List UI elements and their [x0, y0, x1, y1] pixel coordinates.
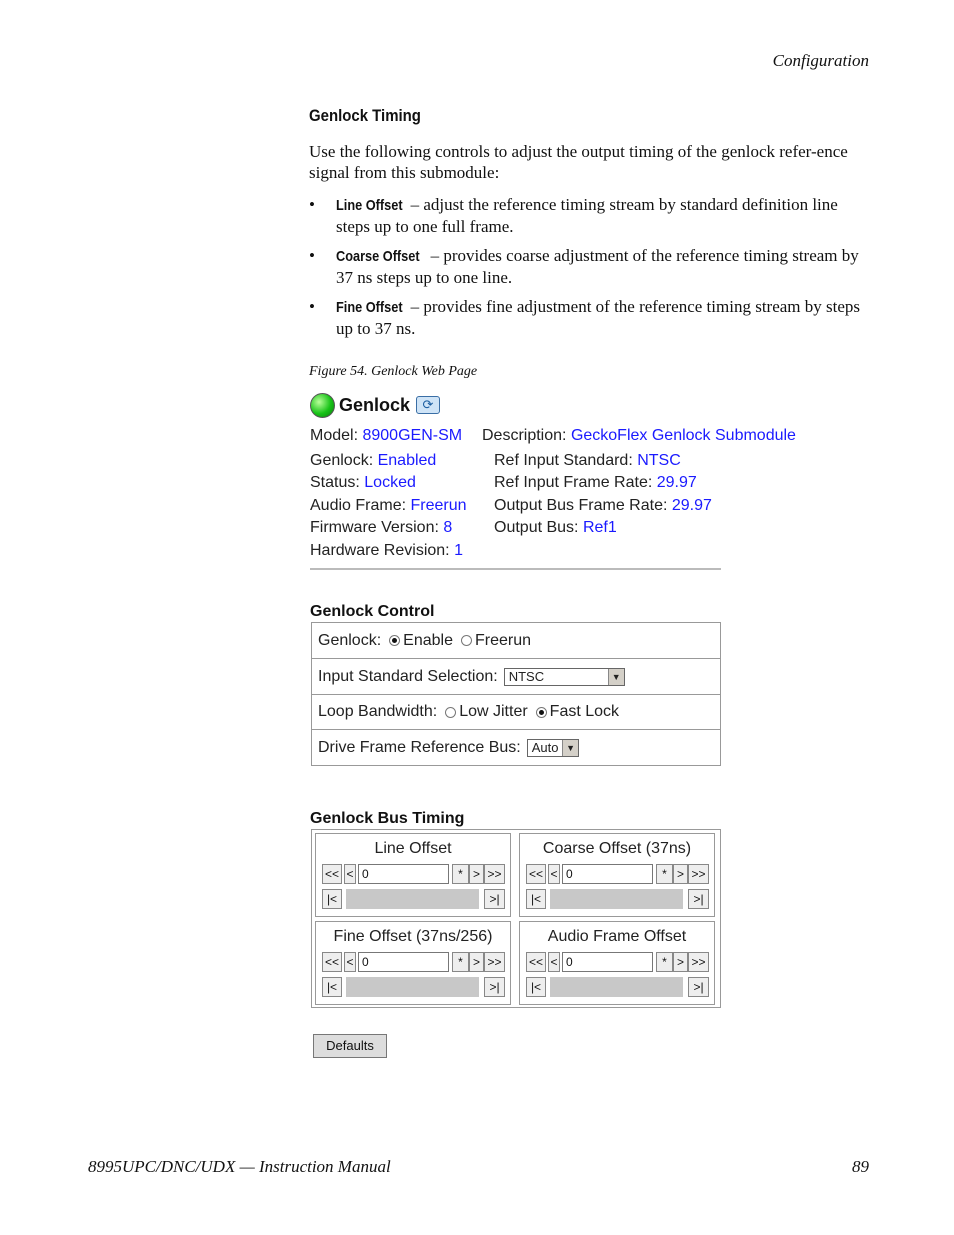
- slider-track[interactable]: [346, 889, 479, 909]
- radio-enable[interactable]: [389, 635, 400, 646]
- drive-frame-select[interactable]: Auto ▼: [527, 739, 579, 757]
- info-audio-frame: Audio Frame: Freerun: [310, 496, 467, 514]
- timing-cell-fine-offset: [315, 921, 511, 1005]
- step-forward-button[interactable]: >: [469, 864, 484, 884]
- row-drive-frame-ref: [312, 729, 720, 765]
- step-back-button[interactable]: <: [344, 952, 356, 972]
- bullet-line-offset: • Line Offset – adjust the reference timing stream by standard definition line steps up to one full frame.: [309, 195, 838, 236]
- info-firmware: Firmware Version: 8: [310, 519, 453, 536]
- fast-back-button[interactable]: <<: [322, 952, 342, 972]
- step-forward-button[interactable]: >: [673, 952, 688, 972]
- fast-back-button[interactable]: <<: [526, 952, 546, 972]
- info-ref-frame-rate: Ref Input Frame Rate: 29.97: [494, 474, 697, 491]
- drive-frame-label: Drive Frame Reference Bus:: [318, 738, 521, 756]
- timing-cell-title: Coarse Offset (37ns): [542, 840, 692, 857]
- timing-cell-audio-frame-offset: [519, 921, 715, 1005]
- jump-max-button[interactable]: >|: [484, 977, 505, 997]
- slider-track[interactable]: [550, 977, 683, 997]
- fast-forward-button[interactable]: >>: [688, 864, 709, 884]
- fast-lock-label: Fast Lock: [549, 703, 620, 720]
- chevron-down-icon: ▼: [608, 669, 624, 685]
- loop-bandwidth-label: Loop Bandwidth:: [318, 703, 438, 720]
- info-output-bus: Output Bus: Ref1: [494, 519, 617, 536]
- offset-value-input[interactable]: 0: [562, 864, 653, 884]
- slider-track[interactable]: [550, 889, 683, 909]
- footer-manual-title: 8995UPC/DNC/UDX — Instruction Manual: [88, 1157, 391, 1176]
- web-page-title: Genlock: [339, 395, 411, 415]
- set-zero-button[interactable]: *: [656, 952, 673, 972]
- bullet-term: Line Offset: [336, 197, 403, 214]
- offset-value-input[interactable]: 0: [358, 952, 449, 972]
- info-output-frame-rate: Output Bus Frame Rate: 29.97: [494, 496, 712, 514]
- set-zero-button[interactable]: *: [452, 952, 469, 972]
- fast-back-button[interactable]: <<: [526, 864, 546, 884]
- info-genlock: Genlock: Enabled: [310, 451, 437, 469]
- genlock-control-table: [311, 622, 721, 766]
- bus-timing-table: [311, 829, 721, 1008]
- radio-low-jitter[interactable]: [445, 707, 456, 718]
- running-header: Configuration: [772, 51, 869, 70]
- set-zero-button[interactable]: *: [656, 864, 673, 884]
- timing-cell-line-offset: [315, 833, 511, 917]
- bullet-term: Fine Offset: [336, 299, 403, 316]
- radio-fast-lock[interactable]: [536, 707, 547, 718]
- page-number: 89: [852, 1157, 869, 1176]
- step-forward-button[interactable]: >: [469, 952, 484, 972]
- info-ref-standard: Ref Input Standard: NTSC: [494, 451, 681, 469]
- timing-cell-title: Audio Frame Offset: [547, 928, 687, 945]
- info-right: [494, 450, 712, 540]
- fast-forward-button[interactable]: >>: [484, 864, 505, 884]
- info-status: Status: Locked: [310, 474, 416, 491]
- bullet-coarse-offset: • Coarse Offset – provides coarse adjustment of the reference timing stream by 37 ns steps up to one line.: [309, 246, 859, 287]
- freerun-label: Freerun: [474, 631, 531, 649]
- defaults-button[interactable]: Defaults: [313, 1034, 387, 1058]
- low-jitter-label: Low Jitter: [459, 703, 528, 720]
- jump-min-button[interactable]: |<: [322, 889, 342, 909]
- genlock-control-heading: Genlock Control: [310, 603, 435, 620]
- set-zero-button[interactable]: *: [452, 864, 469, 884]
- timing-cell-coarse-offset: [519, 833, 715, 917]
- step-back-button[interactable]: <: [344, 864, 356, 884]
- slider-track[interactable]: [346, 977, 479, 997]
- fast-forward-button[interactable]: >>: [688, 952, 709, 972]
- section-title: Genlock Timing: [309, 106, 421, 125]
- info-left: [310, 425, 467, 562]
- bullet-fine-offset: • Fine Offset – provides fine adjustment of the reference timing stream by steps up to 37 ns.: [309, 297, 861, 338]
- genlock-label: Genlock:: [318, 631, 382, 649]
- status-led-icon: [310, 393, 335, 418]
- input-standard-select[interactable]: NTSC ▼: [504, 668, 625, 686]
- bullet-text: – provides fine adjustment of the reference timing stream by steps up to 37 ns.: [336, 297, 861, 338]
- jump-min-button[interactable]: |<: [526, 977, 546, 997]
- input-standard-label: Input Standard Selection:: [318, 667, 498, 685]
- timing-cell-title: Line Offset: [374, 840, 452, 857]
- divider: [310, 568, 721, 570]
- timing-cell-title: Fine Offset (37ns/256): [333, 928, 493, 945]
- step-forward-button[interactable]: >: [673, 864, 688, 884]
- bullet-term: Coarse Offset: [336, 248, 420, 265]
- info-hardware: Hardware Revision: 1: [310, 541, 463, 559]
- row-loop-bandwidth: [312, 694, 720, 729]
- chevron-down-icon: ▼: [562, 740, 577, 756]
- jump-min-button[interactable]: |<: [526, 889, 546, 909]
- info-description: Description: GeckoFlex Genlock Submodule: [482, 427, 796, 444]
- fast-forward-button[interactable]: >>: [484, 952, 505, 972]
- jump-min-button[interactable]: |<: [322, 977, 342, 997]
- row-genlock: [312, 623, 720, 658]
- info-model: Model: 8900GEN-SM: [310, 427, 463, 444]
- bullet-text: – adjust the reference timing stream by standard definition line steps up to one full frame.: [336, 195, 838, 236]
- step-back-button[interactable]: <: [548, 864, 560, 884]
- jump-max-button[interactable]: >|: [688, 977, 709, 997]
- offset-value-input[interactable]: 0: [358, 864, 449, 884]
- row-input-standard: [312, 658, 720, 694]
- refresh-icon[interactable]: ⟳: [416, 396, 440, 414]
- jump-max-button[interactable]: >|: [484, 889, 505, 909]
- radio-freerun[interactable]: [461, 635, 472, 646]
- offset-value-input[interactable]: 0: [562, 952, 653, 972]
- jump-max-button[interactable]: >|: [688, 889, 709, 909]
- bus-timing-heading: Genlock Bus Timing: [310, 810, 465, 827]
- intro-paragraph: Use the following controls to adjust the output timing of the genlock refer-ence signal from this submodule:: [309, 142, 848, 182]
- step-back-button[interactable]: <: [548, 952, 560, 972]
- bullet-text: – provides coarse adjustment of the reference timing stream by 37 ns steps up to one line.: [336, 246, 859, 287]
- enable-label: Enable: [403, 631, 453, 649]
- figure-caption: Figure 54. Genlock Web Page: [309, 364, 478, 379]
- fast-back-button[interactable]: <<: [322, 864, 342, 884]
